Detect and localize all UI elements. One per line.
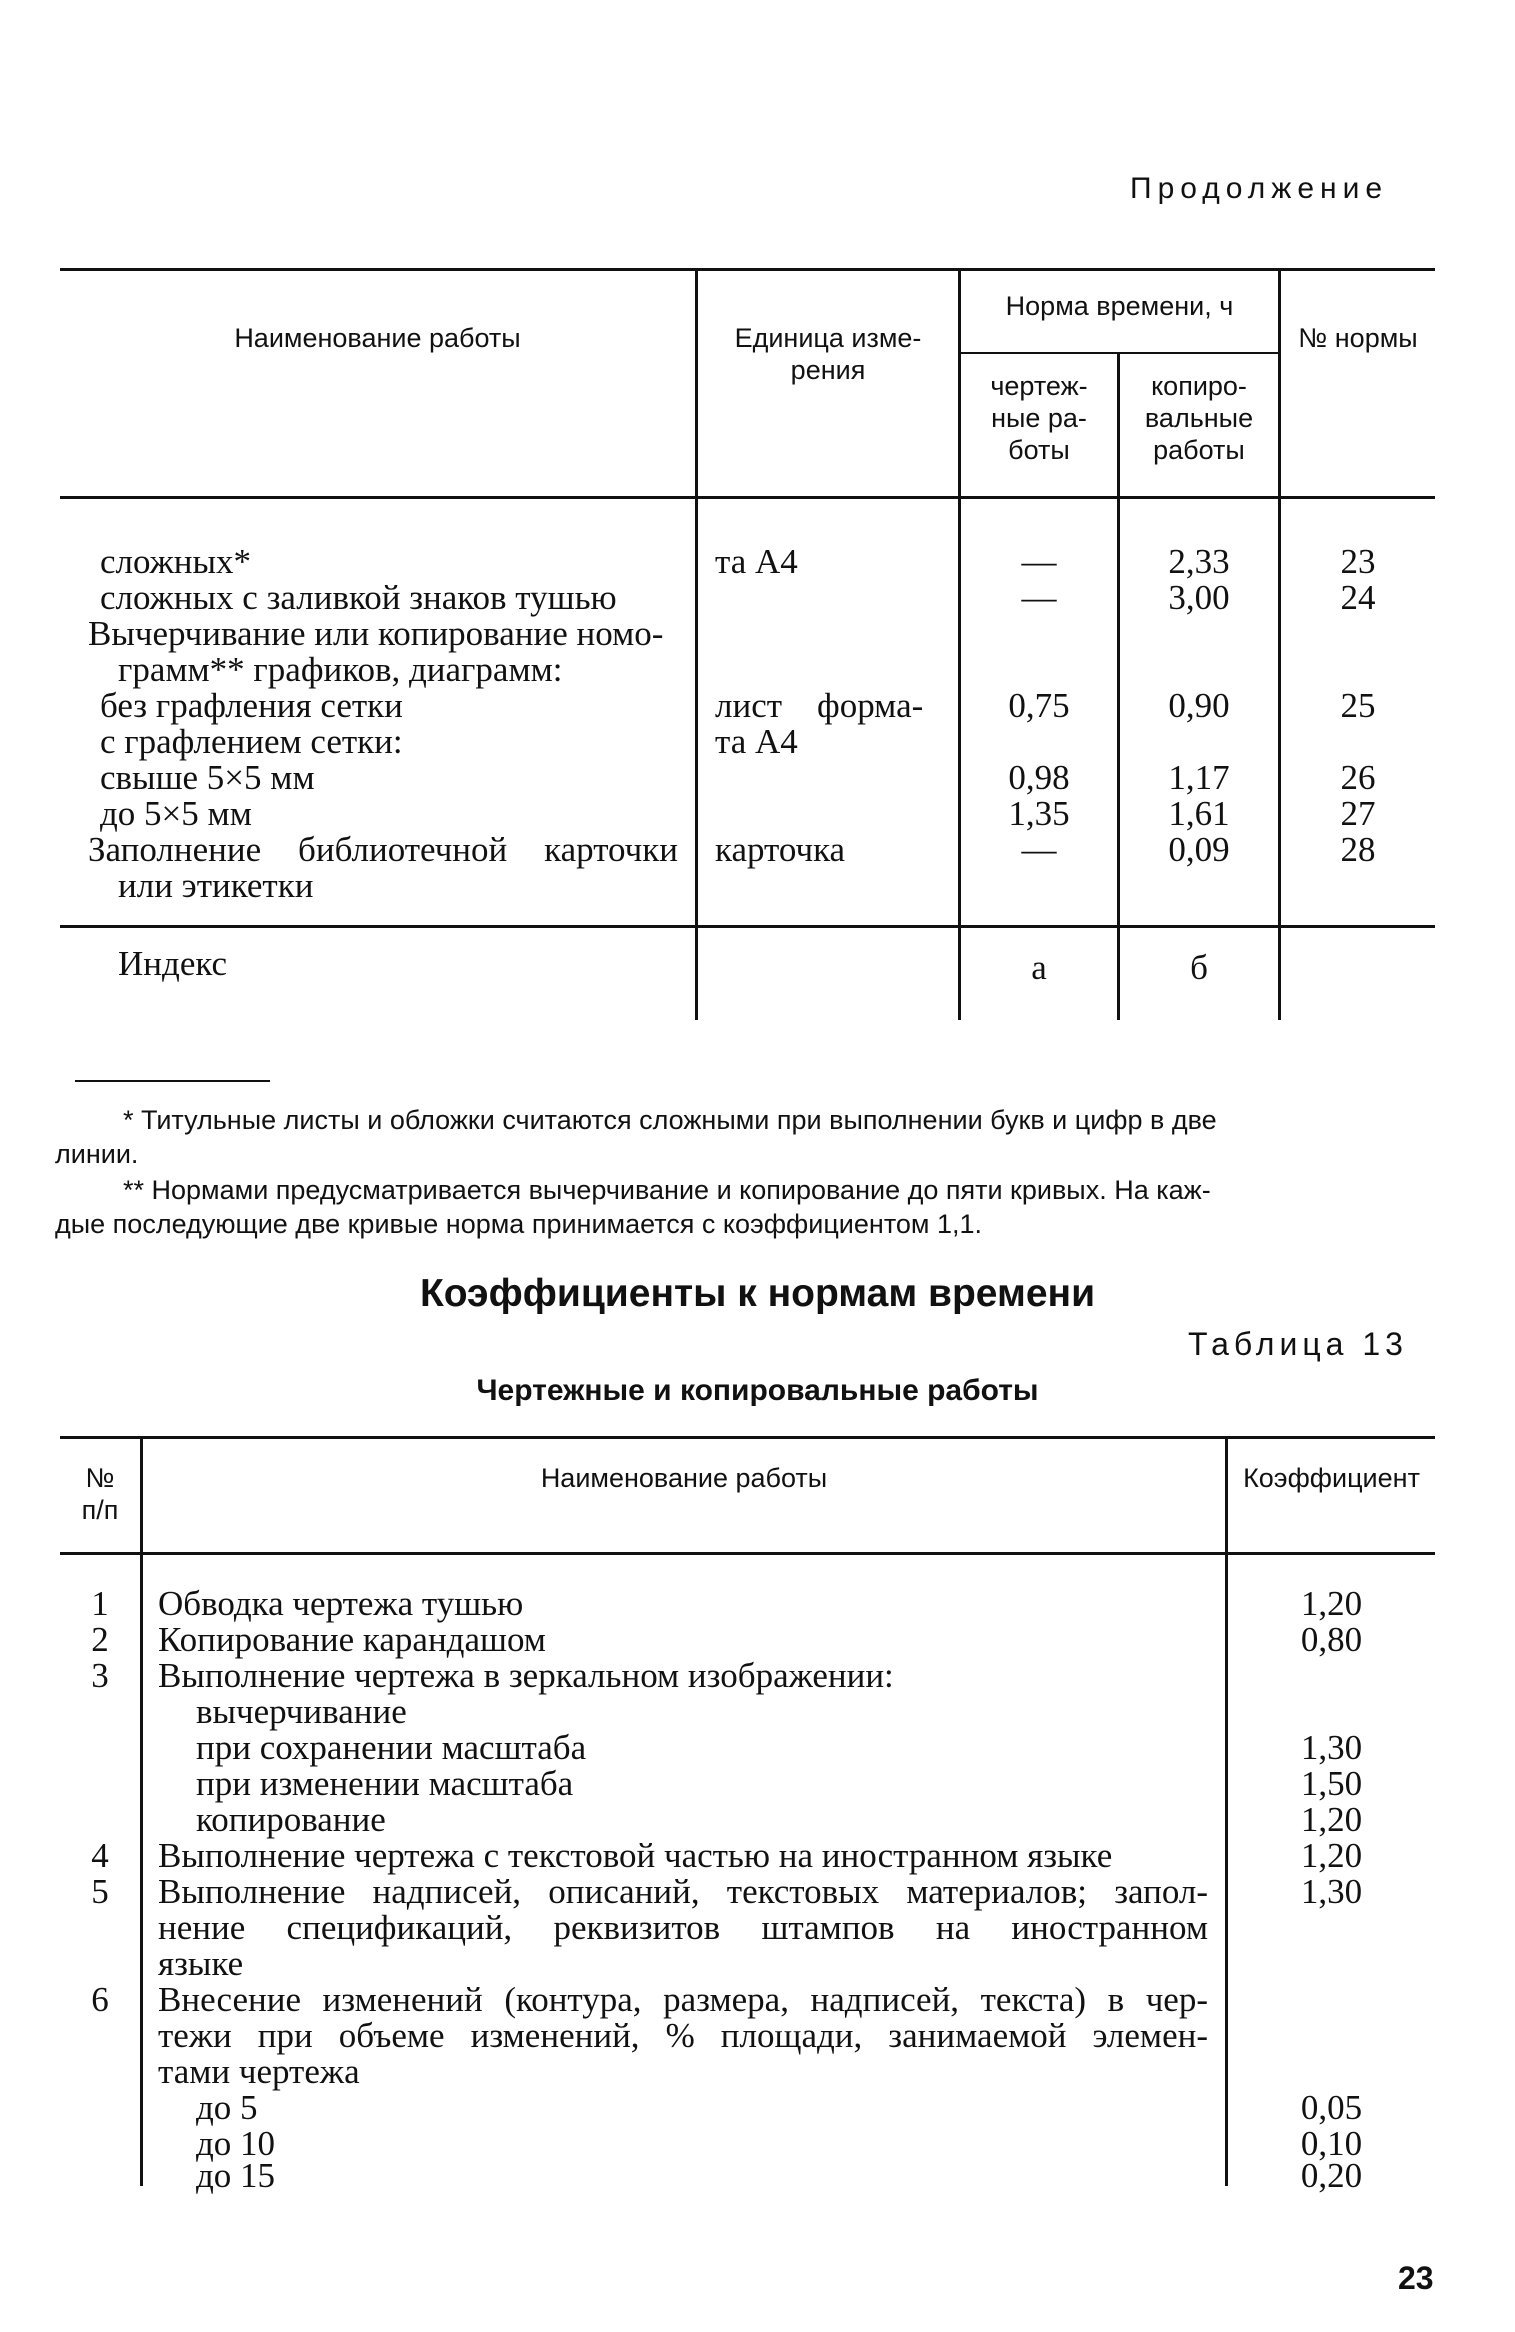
col-divider-4 — [1278, 268, 1281, 1020]
header-norm-number: № нормы — [1298, 323, 1418, 353]
row-unit: та А4 — [715, 542, 798, 581]
row-name: Вычерчивание или копирование номо- — [88, 614, 664, 653]
header-unit-line1: Единица изме- — [734, 323, 922, 353]
row-coefficient: 1,20 — [1300, 1836, 1363, 1875]
row-copying: 3,00 — [1168, 578, 1230, 617]
row-name: Обводка чертежа тушью — [158, 1584, 524, 1623]
header-drafting-line3: боты — [1008, 435, 1070, 465]
row-name: тежи при объеме изменений, % площади, занимаемой элемен- — [158, 2016, 1208, 2055]
row-name: Копирование карандашом — [158, 1620, 546, 1659]
row-number: 28 — [1340, 830, 1376, 869]
row-drafting: 0,98 — [1008, 758, 1070, 797]
row-unit: лист форма- — [715, 686, 924, 725]
row-coefficient: 0,80 — [1300, 1620, 1363, 1659]
table-subtitle: Чертежные и копировальные работы — [476, 1374, 1039, 1407]
row-copying: 0,90 — [1168, 686, 1230, 725]
row-name: копирование — [196, 1800, 386, 1839]
row-number: 2 — [91, 1620, 109, 1659]
row-unit: та А4 — [715, 722, 798, 761]
row-name: при сохранении масштаба — [196, 1728, 587, 1767]
row-name: Выполнение надписей, описаний, текстовых материалов; запол- — [158, 1872, 1208, 1911]
header-drafting — [961, 370, 1117, 466]
row-coefficient: 0,20 — [1300, 2156, 1363, 2195]
footnote-2-line1: ** Нормами предусматривается вычерчивание и копирование до пяти кривых. На каж- — [123, 1175, 1211, 1205]
row-name: нение спецификаций, реквизитов штампов на иностранном — [158, 1908, 1208, 1947]
row-name: вычерчивание — [196, 1692, 407, 1731]
index-copying: б — [1190, 948, 1208, 987]
row-number: 24 — [1340, 578, 1376, 617]
table-number-label: Таблица 13 — [1188, 1326, 1408, 1362]
row-copying: 1,17 — [1168, 758, 1230, 797]
row-number: 26 — [1340, 758, 1376, 797]
row-coefficient: 0,10 — [1300, 2124, 1363, 2163]
footnote-2 — [55, 1173, 1435, 1241]
table13-top-rule — [60, 1436, 1435, 1439]
footnote-1-line2: линии. — [55, 1139, 139, 1169]
table13-header-rule — [60, 1552, 1435, 1555]
row-number: 4 — [91, 1836, 109, 1875]
row-name: языке — [158, 1944, 244, 1983]
row-name: Внесение изменений (контура, размера, надписей, текста) в чер- — [158, 1980, 1208, 2019]
header-item-number-line2: п/п — [81, 1495, 119, 1525]
section-title: Коэффициенты к нормам времени — [419, 1272, 1096, 1315]
row-drafting: — — [1021, 542, 1057, 581]
row-name: свыше 5×5 мм — [100, 758, 315, 797]
row-name: до 10 — [196, 2124, 276, 2163]
header-item-number — [60, 1462, 140, 1526]
header-unit-line2: рения — [790, 355, 866, 385]
row-name: Заполнение библиотечной карточки — [88, 830, 678, 869]
header-copying — [1120, 370, 1278, 466]
row-drafting: — — [1021, 578, 1057, 617]
index-drafting: а — [1031, 948, 1047, 987]
row-unit: карточка — [715, 830, 846, 869]
row-name: или этикетки — [118, 866, 314, 905]
header-work-name: Наименование работы — [234, 323, 521, 353]
row-drafting: 0,75 — [1008, 686, 1070, 725]
row-number: 3 — [91, 1656, 109, 1695]
row-name: грамм** графиков, диаграмм: — [118, 650, 563, 689]
row-name: без графления сетки — [100, 686, 403, 725]
header-work-name: Наименование работы — [540, 1463, 828, 1493]
row-copying: 2,33 — [1168, 542, 1230, 581]
header-copying-line1: копиро- — [1151, 371, 1247, 401]
header-norm-time: Норма времени, ч — [1005, 291, 1234, 321]
row-name: Выполнение чертежа в зеркальном изображении: — [158, 1656, 894, 1695]
footnote-2-line2: дые последующие две кривые норма принимается с коэффициентом 1,1. — [55, 1209, 982, 1239]
row-coefficient: 0,05 — [1300, 2088, 1363, 2127]
header-unit — [698, 322, 958, 386]
index-label: Индекс — [118, 944, 228, 983]
header-copying-line2: вальные — [1144, 403, 1254, 433]
header-bottom-rule — [60, 496, 1435, 499]
row-number: 6 — [91, 1980, 109, 2019]
row-drafting: — — [1021, 830, 1057, 869]
header-copying-line3: работы — [1153, 435, 1245, 465]
row-coefficient: 1,20 — [1300, 1800, 1363, 1839]
row-name: с графлением сетки: — [100, 722, 403, 761]
row-copying: 0,09 — [1168, 830, 1230, 869]
header-drafting-line1: чертеж- — [990, 371, 1088, 401]
header-coefficient: Коэффициент — [1243, 1463, 1420, 1493]
row-name: до 5×5 мм — [100, 794, 252, 833]
footnote-1 — [55, 1103, 1435, 1171]
table13-col-divider-1 — [140, 1436, 143, 2186]
row-number: 25 — [1340, 686, 1376, 725]
page-number: 23 — [1398, 2260, 1434, 2296]
row-name: тами чертежа — [158, 2052, 360, 2091]
header-item-number-line1: № — [85, 1463, 115, 1493]
row-number: 5 — [91, 1872, 109, 1911]
row-copying: 1,61 — [1168, 794, 1230, 833]
continuation-label: Продолжение — [1130, 172, 1389, 205]
row-number: 23 — [1340, 542, 1376, 581]
row-name: до 15 — [196, 2156, 276, 2195]
row-name: Выполнение чертежа с текстовой частью на иностранном языке — [158, 1836, 1113, 1875]
row-coefficient: 1,30 — [1300, 1872, 1363, 1911]
row-name: до 5 — [196, 2088, 258, 2127]
header-drafting-line2: ные ра- — [991, 403, 1087, 433]
row-name: при изменении масштаба — [196, 1764, 574, 1803]
row-coefficient: 1,20 — [1300, 1584, 1363, 1623]
footnote-1-line1: * Титульные листы и обложки считаются сложными при выполнении букв и цифр в две — [123, 1105, 1217, 1135]
row-number: 27 — [1340, 794, 1376, 833]
row-name: сложных с заливкой знаков тушью — [100, 578, 617, 617]
footnote-separator — [75, 1080, 270, 1082]
row-number: 1 — [91, 1584, 109, 1623]
index-rule — [60, 925, 1435, 928]
row-coefficient: 1,50 — [1300, 1764, 1363, 1803]
row-drafting: 1,35 — [1008, 794, 1070, 833]
row-coefficient: 1,30 — [1300, 1728, 1363, 1767]
row-name: сложных* — [100, 542, 252, 581]
table-top-rule — [60, 268, 1435, 271]
